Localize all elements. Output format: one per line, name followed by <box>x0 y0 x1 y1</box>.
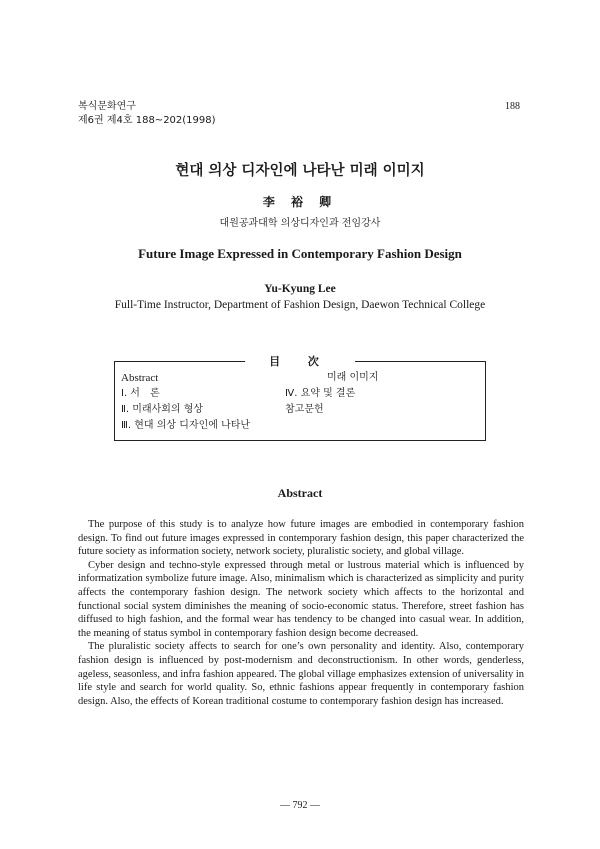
toc-item: Ⅲ. 현대 의상 디자인에 나타난 <box>121 420 251 431</box>
toc-item: Ⅰ. 서 론 <box>121 388 160 399</box>
footer-page-number: — 792 — <box>280 800 320 811</box>
toc-item: Ⅱ. 미래사회의 형상 <box>121 404 204 415</box>
toc-right-column <box>285 370 378 418</box>
toc-item: 참고문헌 <box>285 404 324 415</box>
toc-item: Ⅳ. 요약 및 결론 <box>285 388 356 399</box>
page-number: 188 <box>505 101 520 112</box>
journal-name: 복식문화연구 <box>78 101 136 112</box>
english-author: Yu-Kyung Lee <box>264 283 336 295</box>
abstract-body <box>78 518 524 708</box>
volume-info: 제6권 제4호 188~202(1998) <box>78 115 216 126</box>
korean-title: 현대 의상 디자인에 나타난 미래 이미지 <box>175 163 425 179</box>
author-hanja: 李 裕 卿 <box>262 195 338 209</box>
abstract-paragraph: The pluralistic society affects to search for one’s own personality and identity. Also, contemporary fashion design is influenced by post-modernism and deconstructionism. In other words, genderless, ageless, seasonless, and infra fashion appeared. The global village emphasizes extension of universality in life style and search for world quality. So, ethnic fashions appear frequently in contemporary fashion design. Also, the effects of Korean traditional costume to contemporary fashion design has increased. <box>78 641 524 707</box>
table-of-contents <box>114 355 486 441</box>
journal-header <box>78 100 216 128</box>
toc-left-column <box>121 370 250 434</box>
abstract-heading: Abstract <box>277 486 323 500</box>
toc-item: 미래 이미지 <box>327 372 379 383</box>
abstract-paragraph: Cyber design and techno-style expressed through metal or lustrous material which is influenced by informatization symbolize future image. Also, minimalism which is characterized as simplicity and purity affects the contemporary fashion design. The network society which affects to the horizontal and functional social system diminishes the meaning of socio-economic status. Therefore, street fashion has diffused to high fashion, and the formal wear has tendency to be changed into casual wear. In addition, the meaning of status symbol in contemporary fashion design become decreased. <box>78 559 524 639</box>
toc-title: 目 次 <box>245 353 355 369</box>
english-affiliation: Full-Time Instructor, Department of Fashion Design, Daewon Technical College <box>114 299 486 311</box>
abstract-paragraph: The purpose of this study is to analyze how future images are embodied in contemporary fashion design. To find out future images expressed in contemporary fashion design, this paper characterized the future society as information society, network society, pluralistic society, and global village. <box>78 519 524 558</box>
english-title: Future Image Expressed in Contemporary Fashion Design <box>138 246 462 261</box>
affiliation-korean: 대원공과대학 의상디자인과 전임강사 <box>219 218 381 229</box>
toc-item: Abstract <box>121 372 159 384</box>
